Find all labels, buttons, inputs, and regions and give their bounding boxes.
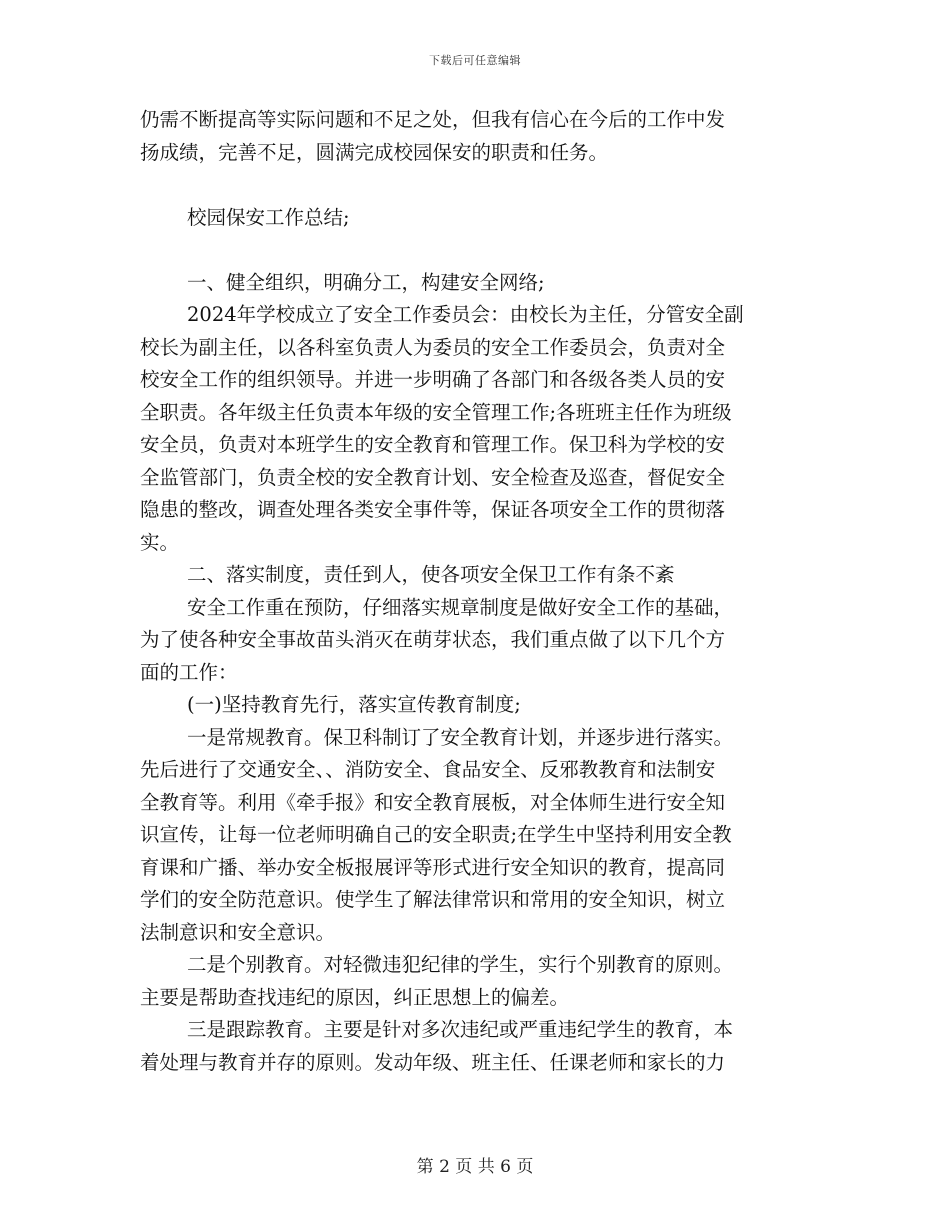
paragraph-line: 安全员，负责对本班学生的安全教育和管理工作。保卫科为学校的安: [140, 433, 726, 456]
heading-1: 一、健全组织，明确分工，构建安全网络;: [187, 270, 545, 294]
paragraph-line: 全职责。各年级主任负责本年级的安全管理工作;各班班主任作为班级: [140, 400, 732, 424]
paragraph-line: 全教育等。利用《牵手报》和安全教育展板，对全体师生进行安全知: [140, 790, 726, 814]
paragraph-line: 为了使各种安全事故苗头消灭在萌芽状态，我们重点做了以下几个方: [140, 628, 726, 651]
page-header: 下载后可任意编辑: [429, 54, 521, 67]
paragraph-line: 面的工作：: [140, 660, 238, 684]
paragraph-line: 全监管部门，负责全校的安全教育计划、安全检查及巡查，督促安全: [140, 465, 726, 489]
blank-line: [140, 169, 810, 202]
paragraph-line: 育课和广播、举办安全板报展评等形式进行安全知识的教育，提高同: [140, 855, 726, 879]
paragraph-line: 主要是帮助查找违纪的原因，纠正思想上的偏差。: [140, 985, 570, 1009]
paragraph-line: 三是跟踪教育。主要是针对多次违纪或严重违纪学生的教育，本: [187, 1018, 734, 1041]
heading-2: 二、落实制度，责任到人，使各项安全保卫工作有条不紊: [187, 563, 675, 586]
body-line: 扬成绩，完善不足，圆满完成校园保安的职责和任务。: [140, 140, 609, 164]
paragraph-line: 隐患的整改，调查处理各类安全事件等，保证各项安全工作的贯彻落: [140, 498, 726, 521]
paragraph-line: 安全工作重在预防，仔细落实规章制度是做好安全工作的基础，: [187, 595, 734, 619]
document-body: [140, 104, 810, 1079]
section-title: 校园保安工作总结;: [187, 205, 350, 229]
paragraph-line: 一是常规教育。保卫科制订了安全教育计划，并逐步进行落实。: [187, 725, 734, 749]
page-number-footer: 第 2 页 共 6 页: [416, 1157, 534, 1177]
paragraph-line: 着处理与教育并存的原则。发动年级、班主任、任课老师和家长的力: [140, 1050, 726, 1074]
body-line: 仍需不断提高等实际问题和不足之处，但我有信心在今后的工作中发: [140, 108, 726, 131]
paragraph-line: 二是个别教育。对轻微违犯纪律的学生，实行个别教育的原则。: [187, 953, 734, 976]
paragraph-line: 识宣传，让每一位老师明确自己的安全职责;在学生中坚持利用安全教: [140, 823, 732, 846]
paragraph-line: 校长为副主任，以各科室负责人为委员的安全工作委员会，负责对全: [140, 335, 726, 359]
paragraph-line: 法制意识和安全意识。: [140, 920, 336, 944]
paragraph-line: 学们的安全防范意识。使学生了解法律常识和常用的安全知识，树立: [140, 888, 726, 911]
paragraph-line: 实。: [140, 530, 180, 554]
paragraph-line: 2024年学校成立了安全工作委员会：由校长为主任，分管安全副: [187, 303, 744, 326]
blank-line: [140, 234, 810, 267]
subheading: (一)坚持教育先行，落实宣传教育制度;: [187, 693, 521, 716]
paragraph-line: 先后进行了交通安全、、消防安全、食品安全、反邪教教育和法制安: [140, 758, 716, 781]
paragraph-line: 校安全工作的组织领导。并进一步明确了各部门和各级各类人员的安: [140, 368, 726, 391]
